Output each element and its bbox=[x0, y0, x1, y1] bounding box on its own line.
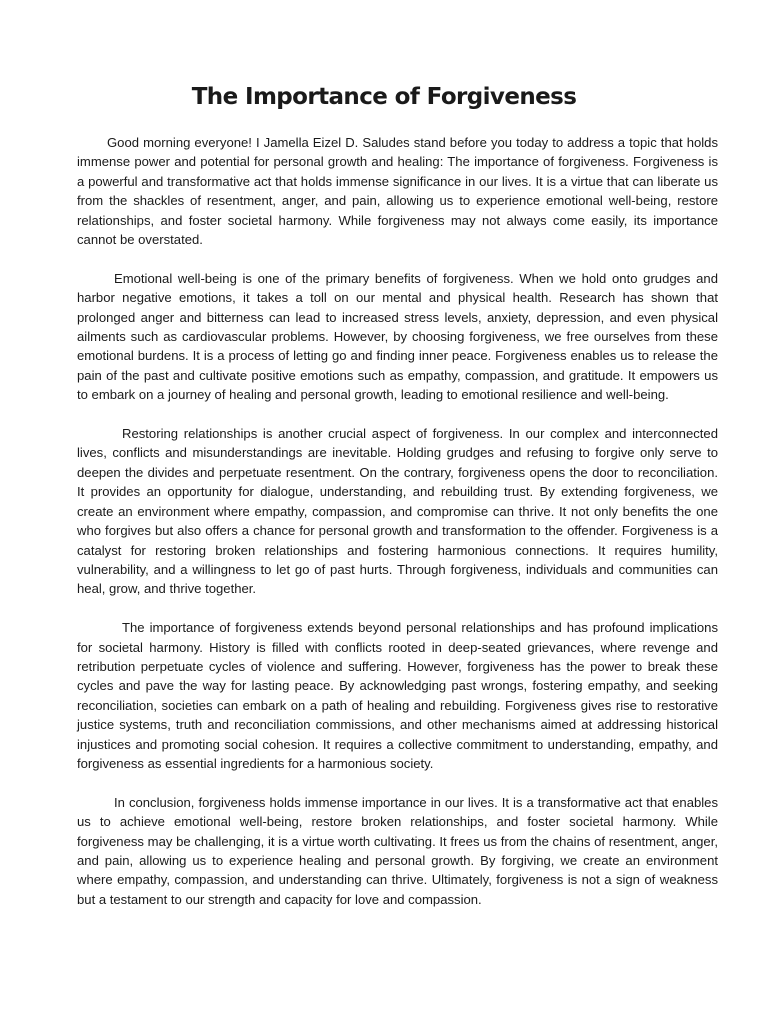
paragraph-restoring-relationships: Restoring relationships is another crucial aspect of forgiveness. In our complex and interconnected lives, conflicts and misunderstandings are inevitable. Holding grudges and refusing to forgive only serve to deepen the divides and perpetuate resentment. On the contrary, forgiveness opens the door to reconciliation. It provides an opportunity for dialogue, understanding, and rebuilding trust. By extending forgiveness, we create an environment where empathy, compassion, and compromise can thrive. It not only benefits the one who forgives but also offers a chance for personal growth and transformation to the offender. Forgiveness is a catalyst for restoring broken relationships and fostering harmonious connections. It requires humility, vulnerability, and a willingness to let go of past hurts. Through forgiveness, individuals and communities can heal, grow, and thrive together. bbox=[77, 426, 718, 597]
document-body bbox=[77, 133, 718, 929]
paragraph-societal-harmony: The importance of forgiveness extends beyond personal relationships and has profound implications for societal harmony. History is filled with conflicts rooted in deep-seated grievances, where revenge and retribution perpetuate cycles of violence and suffering. However, forgiveness has the power to break these cycles and pave the way for lasting peace. By acknowledging past wrongs, fostering empathy, and seeking reconciliation, societies can embark on a path of healing and rebuilding. Forgiveness gives rise to restorative justice systems, truth and reconciliation commissions, and other mechanisms aimed at addressing historical injustices and promoting social cohesion. It requires a collective commitment to understanding, empathy, and forgiveness as essential ingredients for a harmonious society. bbox=[77, 620, 718, 771]
document-title: The Importance of Forgiveness bbox=[191, 84, 577, 110]
paragraph-conclusion: In conclusion, forgiveness holds immense importance in our lives. It is a transformative act that enables us to achieve emotional well-being, restore broken relationships, and foster societal harmony. While forgiveness may be challenging, it is a virtue worth cultivating. It frees us from the chains of resentment, anger, and pain, allowing us to experience healing and personal growth. By forgiving, we create an environment where empathy, compassion, and understanding can thrive. Ultimately, forgiveness is not a sign of weakness but a testament to our strength and capacity for love and compassion. bbox=[77, 794, 718, 907]
paragraph-introduction: Good morning everyone! I Jamella Eizel D. Saludes stand before you today to address a topic that holds immense power and potential for personal growth and healing: The importance of forgiveness. Forgiveness is a powerful and transformative act that holds immense significance in our lives. It is a virtue that can liberate us from the shackles of resentment, anger, and pain, allowing us to experience emotional well-being, restore relationships, and foster societal harmony. While forgiveness may not always come easily, its importance cannot be overstated. bbox=[77, 135, 718, 248]
paragraph-emotional-well-being: Emotional well-being is one of the primary benefits of forgiveness. When we hold onto grudges and harbor negative emotions, it takes a toll on our mental and physical health. Research has shown that prolonged anger and bitterness can lead to increased stress levels, anxiety, depression, and even physical ailments such as cardiovascular problems. However, by choosing forgiveness, we free ourselves from these emotional burdens. It is a process of letting go and finding inner peace. Forgiveness enables us to release the pain of the past and cultivate positive emotions such as empathy, compassion, and gratitude. It empowers us to embark on a journey of healing and personal growth, leading to emotional resilience and well-being. bbox=[77, 270, 718, 403]
